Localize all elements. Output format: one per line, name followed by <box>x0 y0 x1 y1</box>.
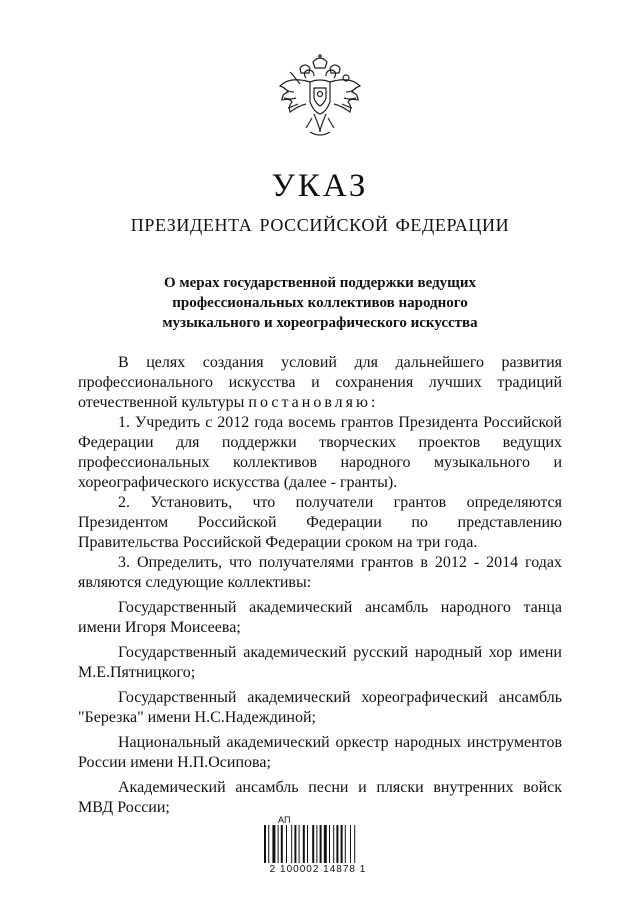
body-line: имени Игоря Моисеева; <box>78 619 241 636</box>
body-line: Федерации для поддержки творческих проектов ведущих <box>78 434 562 451</box>
barcode-number: 2 100002 14878 1 <box>269 864 367 875</box>
body-paragraph <box>78 553 562 593</box>
body-line: Президентом Российской Федерации по представлению <box>78 514 562 531</box>
body-line: 2. Установить, что получатели грантов определяются <box>118 494 562 511</box>
barcode-bar <box>272 825 275 863</box>
barcode-bar <box>324 825 327 863</box>
barcode-bar <box>294 825 296 863</box>
body-line: 3. Определить, что получателями грантов в 2012 - 2014 годах <box>118 554 562 571</box>
decree-heading <box>120 273 520 333</box>
body-line: "Березка" имени Н.С.Надеждиной; <box>78 709 316 726</box>
body-paragraph <box>78 598 562 638</box>
heading-line: О мерах государственной поддержки ведущих <box>164 275 476 291</box>
paragraph-list <box>78 413 562 818</box>
body-line: Национальный академический оркестр народных инструментов <box>118 734 562 751</box>
preamble-paragraph <box>78 353 562 413</box>
body-paragraph <box>78 778 562 818</box>
body-paragraph <box>78 413 562 493</box>
body-line: Академический ансамбль песни и пляски внутренних войск <box>118 779 562 796</box>
body-line: являются следующие коллективы: <box>78 574 312 591</box>
barcode-bar <box>299 825 300 863</box>
body-line: Государственный академический русский народный хор имени <box>118 644 562 661</box>
barcode-bar <box>268 825 269 863</box>
decree-body <box>78 353 562 818</box>
document-subtitle: ПРЕЗИДЕНТА РОССИЙСКОЙ ФЕДЕРАЦИИ <box>130 215 510 235</box>
decree-word: постановляю <box>248 394 371 411</box>
barcode-bar <box>291 825 292 863</box>
barcode-bar <box>350 825 351 863</box>
barcode-bar <box>341 825 343 863</box>
heading-line: профессиональных коллективов народного <box>172 295 468 311</box>
coat-of-arms-icon <box>270 48 370 148</box>
body-line: М.Е.Пятницкого; <box>78 664 196 681</box>
heading-line: музыкального и хореографического искусства <box>162 315 478 331</box>
barcode-bar <box>329 825 330 863</box>
barcode-icon <box>264 825 384 865</box>
barcode-bar <box>336 825 338 863</box>
document-barcode <box>258 815 378 885</box>
barcode-bar <box>303 825 305 863</box>
body-paragraph <box>78 733 562 773</box>
body-line: МВД России; <box>78 799 170 816</box>
barcode-bar <box>333 825 334 863</box>
barcode-bar <box>286 825 287 863</box>
barcode-bar <box>264 825 266 863</box>
body-paragraph <box>78 493 562 553</box>
barcode-bar <box>345 825 346 863</box>
body-paragraph <box>78 688 562 728</box>
barcode-bar <box>316 825 317 863</box>
document-title: УКАЗ <box>271 168 369 204</box>
barcode-bar <box>281 825 283 863</box>
barcode-bar <box>320 825 322 863</box>
barcode-bar <box>278 825 279 863</box>
body-line: России имени Н.П.Осипова; <box>78 754 271 771</box>
barcode-mark: ΑΠ <box>278 815 291 825</box>
body-line: Правительства Российской Федерации сроком на три года. <box>78 534 478 551</box>
barcode-bar <box>307 825 308 863</box>
body-paragraph <box>78 643 562 683</box>
body-line: хореографического искусства (далее - гранты). <box>78 474 398 491</box>
barcode-bar <box>354 825 355 863</box>
body-line: отечественной культуры постановляю: <box>78 394 376 411</box>
body-line: 1. Учредить с 2012 года восемь грантов Президента Российской <box>118 414 562 431</box>
body-line: Государственный академический хореографический ансамбль <box>118 689 562 706</box>
body-line: профессиональных коллективов народного музыкального и <box>78 454 562 471</box>
body-line: В целях создания условий для дальнейшего развития <box>118 354 562 371</box>
body-line: профессионального искусства и сохранения лучших традиций <box>78 374 562 391</box>
barcode-bar <box>312 825 314 863</box>
body-line: Государственный академический ансамбль народного танца <box>118 599 562 616</box>
